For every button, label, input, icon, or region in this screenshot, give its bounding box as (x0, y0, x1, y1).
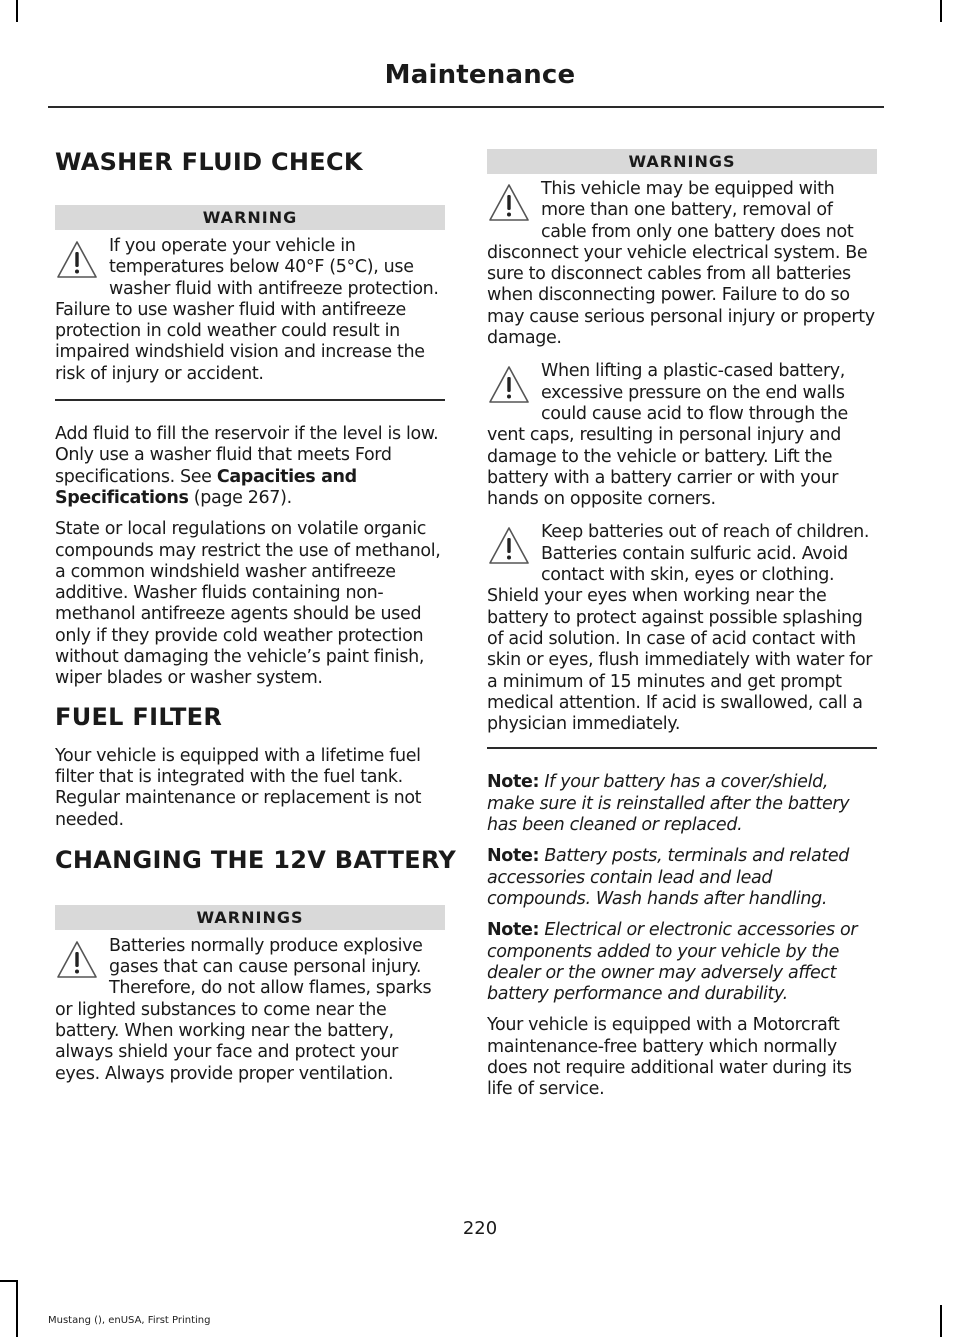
page-title: Maintenance (384, 60, 576, 90)
note-text: Battery posts, terminals and related accessories contain lead and lead compounds. Wash hands after handling. (487, 846, 850, 909)
page-number: 220 (462, 1218, 498, 1239)
crop-mark (16, 0, 18, 22)
warning-header: WARNINGS (55, 905, 445, 930)
footer-text: Mustang (), enUSA, First Printing (48, 1315, 211, 1326)
note-label: Note: (487, 920, 540, 941)
warning-item (55, 236, 445, 385)
warning-item (487, 179, 877, 349)
note-text: If your battery has a cover/shield, make sure it is reinstalled after the battery has been cleaned or replaced. (487, 772, 850, 836)
crop-mark (16, 1280, 18, 1337)
warning-item (55, 936, 445, 1085)
paragraph: Your vehicle is equipped with a Motorcraft maintenance-free battery which normally does not require additional water during its life of service. (487, 1015, 852, 1100)
warning-text: If you operate your vehicle in temperatures below 40°F (5°C), use washer fluid with antifreeze protection. Failure to use washer fluid with antifreeze protection in cold weather could result in impaired windshield vision and increase the risk of injury or accident. (55, 236, 439, 384)
paragraph: State or local regulations on volatile organic compounds may restrict the use of methanol, a common windshield washer antifreeze additive. Washer fluids containing non-methanol antifreeze agents should be used only if they provide cold weather protection without damaging the vehicle’s paint finish, wiper blades or washer system. (55, 519, 441, 689)
section-title-fuel-filter: FUEL FILTER (55, 702, 223, 731)
note (487, 920, 877, 1005)
crop-mark (0, 1280, 16, 1282)
note-label: Note: (487, 772, 540, 793)
crop-mark (940, 1305, 942, 1337)
note-text: Electrical or electronic accessories or components added to your vehicle by the dealer or the owner may adversely affect battery performance and durability. (487, 920, 858, 1005)
warning-triangle-icon (487, 181, 531, 225)
warning-text: When lifting a plastic-cased battery, excessive pressure on the end walls could cause acid to flow through the vent caps, resulting in personal injury and damage to the vehicle or battery. Lift the battery with a battery carrier or with your hands on opposite corners. (487, 361, 848, 510)
header-divider (48, 106, 884, 108)
warning-item (487, 522, 877, 735)
warning-header: WARNING (55, 205, 445, 230)
warning-text: This vehicle may be equipped with more than one battery, removal of cable from only one battery does not disconnect your vehicle electrical system. Be sure to disconnect cables from all batteries when disconnecting power. Failure to do so may cause serious personal injury or property damage. (487, 179, 875, 349)
section-title-washer-fluid: WASHER FLUID CHECK (55, 148, 363, 176)
paragraph: Add fluid to fill the reservoir if the level is low. Only use a washer fluid that meets Ford specifications. See Capacities and Specifications (page 267). (55, 424, 439, 508)
cross-reference-link[interactable]: Capacities and Specifications (55, 466, 357, 508)
left-column (55, 140, 457, 1085)
note-label: Note: (487, 846, 540, 867)
note (487, 846, 877, 910)
section-title-changing-battery: CHANGING THE 12V BATTERY (55, 845, 457, 874)
warning-triangle-icon (55, 238, 99, 282)
warning-divider (487, 747, 877, 749)
warning-text: Keep batteries out of reach of children. Batteries contain sulfuric acid. Avoid contact with skin, eyes or clothing. Shield your eyes when working near the battery to protect against possible splashing of acid solution. In case of acid contact with skin or eyes, flush immediately with water for a minimum of 15 minutes and get prompt medical attention. If acid is swallowed, call a physician immediately. (487, 522, 873, 735)
warning-triangle-icon (487, 524, 531, 568)
crop-mark (940, 0, 942, 22)
paragraph: Your vehicle is equipped with a lifetime fuel filter that is integrated with the fuel tank. Regular maintenance or replacement is not needed. (55, 745, 422, 830)
warning-divider (55, 399, 445, 401)
warning-header: WARNINGS (487, 149, 877, 174)
warning-triangle-icon (487, 363, 531, 407)
right-column (487, 140, 877, 1101)
warning-item (487, 361, 877, 510)
note (487, 772, 877, 836)
warning-triangle-icon (55, 938, 99, 982)
warning-text: Batteries normally produce explosive gases that can cause personal injury. Therefore, do not allow flames, sparks or lighted substances to come near the battery. When working near the battery, always shield your face and protect your eyes. Always provide proper ventilation. (55, 935, 432, 1084)
